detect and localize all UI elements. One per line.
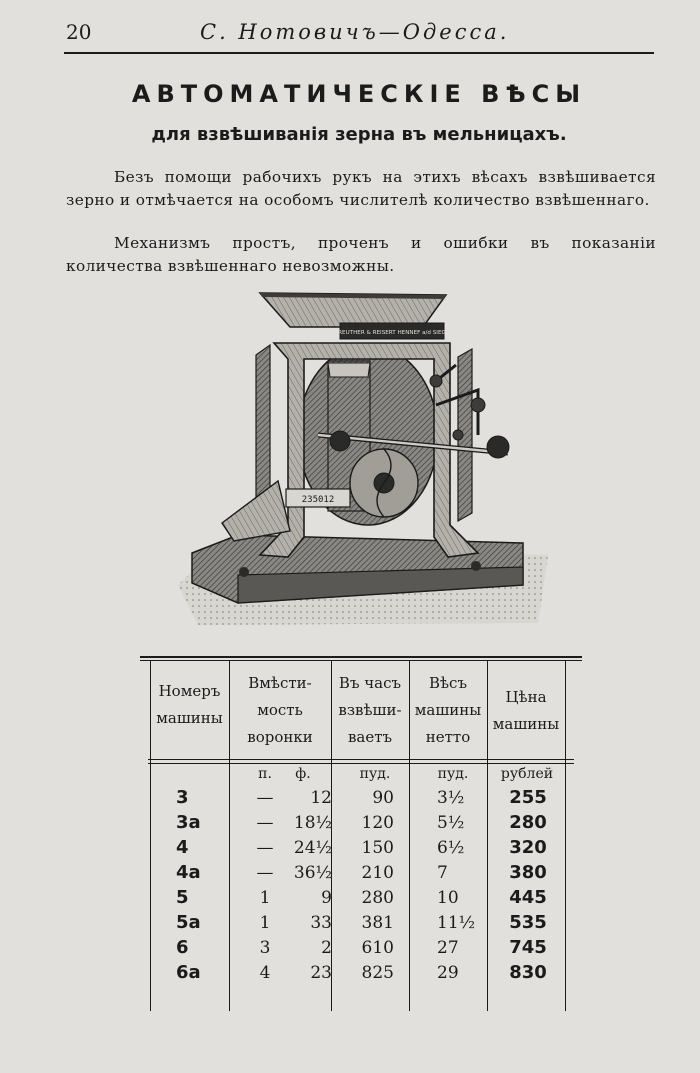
header-capacity-line-2: мость: [257, 701, 303, 719]
automatic-scale-illustration: [178, 285, 548, 630]
paragraph-1-text: Безъ помощи рабочихъ рукъ на этихъ вѣсахъ взвѣшивается зерно и отмѣчается на особомъ числителѣ количество взвѣшеннаго.: [66, 168, 656, 209]
header-price: [487, 684, 565, 738]
header-weight-line-2: машины: [414, 701, 482, 719]
row-price: 380: [509, 862, 547, 883]
row-price: 745: [509, 937, 547, 958]
header-number: [150, 678, 229, 732]
page-title: АВТОМАТИЧЕСКІЕ ВѢСЫ: [131, 80, 587, 108]
row-weight: 11½: [437, 913, 476, 933]
row-price: 255: [509, 787, 547, 808]
row-per-hour: 280: [361, 888, 394, 908]
unit-capacity-pud: п.: [258, 766, 272, 782]
row-per-hour: 825: [361, 963, 394, 983]
counterweight-right: [487, 436, 509, 458]
price-table: [140, 656, 582, 1012]
header-rule: [148, 759, 574, 760]
header-per-hour: [331, 670, 409, 751]
unit-per-hour: пуд.: [359, 766, 391, 782]
header-rule: [64, 52, 654, 54]
row-per-hour: 150: [361, 838, 394, 858]
unit-capacity-funt: ф.: [295, 766, 311, 782]
row-price: 445: [509, 887, 547, 908]
row-number: 5: [176, 887, 189, 908]
row-capacity-pud: 4: [259, 963, 271, 983]
header-weight-line-3: нетто: [425, 728, 471, 746]
bolt-left: [239, 567, 249, 577]
table-row: [140, 786, 582, 810]
row-capacity-funt: 23: [310, 963, 332, 983]
page-subtitle: для взвѣшиванія зерна въ мельницахъ.: [151, 124, 567, 145]
header-capacity-line-1: Вмѣсти-: [248, 674, 312, 692]
row-capacity-funt: 9: [321, 888, 332, 908]
row-price: 320: [509, 837, 547, 858]
row-price: 830: [509, 962, 547, 983]
row-capacity-funt: 24½: [293, 838, 332, 858]
description-paragraph-2: [66, 232, 656, 278]
row-capacity-pud: —: [256, 838, 274, 858]
row-capacity-funt: 2: [321, 938, 332, 958]
row-number: 6: [176, 937, 189, 958]
row-per-hour: 90: [372, 788, 394, 808]
row-capacity-funt: 36½: [293, 863, 332, 883]
unit-weight: пуд.: [437, 766, 469, 782]
row-per-hour: 381: [361, 913, 394, 933]
table-row: [140, 836, 582, 860]
row-number: 4: [176, 837, 189, 858]
row-per-hour: 120: [361, 813, 394, 833]
header-price-line-2: машины: [492, 715, 560, 733]
column-cap: [328, 363, 370, 377]
table-top-rule: [140, 656, 582, 658]
row-weight: 27: [437, 938, 459, 958]
table-row: [140, 936, 582, 960]
row-capacity-pud: —: [256, 863, 274, 883]
running-head: С. Нотовичъ—Одесса.: [200, 20, 510, 44]
row-price: 535: [509, 912, 547, 933]
row-capacity-pud: 3: [259, 938, 271, 958]
row-price: 280: [509, 812, 547, 833]
table-row: [140, 886, 582, 910]
row-capacity-pud: 1: [259, 913, 271, 933]
row-weight: 6½: [437, 838, 465, 858]
row-weight: 7: [437, 863, 448, 883]
counterweight-left: [330, 431, 350, 451]
row-number: 3а: [176, 812, 201, 833]
row-number: 3: [176, 787, 189, 808]
row-per-hour: 210: [361, 863, 394, 883]
pivot-right: [471, 398, 485, 412]
pivot-top: [430, 375, 442, 387]
pivot-middle: [453, 430, 463, 440]
table-row: [140, 811, 582, 835]
description-paragraph-1: [66, 166, 656, 212]
unit-price: рублей: [500, 766, 554, 782]
header-per-hour-line-3: ваетъ: [347, 728, 393, 746]
header-per-hour-line-1: Въ часъ: [338, 674, 402, 692]
header-capacity: [229, 670, 331, 751]
table-row: [140, 911, 582, 935]
header-weight-line-1: Вѣсъ: [428, 674, 467, 692]
row-capacity-funt: 18½: [293, 813, 332, 833]
table-row: [140, 961, 582, 985]
row-number: 5а: [176, 912, 201, 933]
header-number-line-2: машины: [156, 709, 223, 727]
row-weight: 5½: [437, 813, 465, 833]
table-top-rule-thin: [140, 660, 582, 661]
row-capacity-funt: 33: [310, 913, 332, 933]
header-number-line-1: Номеръ: [158, 682, 221, 700]
counter-digits: 235012: [301, 495, 335, 505]
row-capacity-funt: 12: [310, 788, 332, 808]
table-row: [140, 861, 582, 885]
paragraph-2-text: Механизмъ простъ, проченъ и ошибки въ показаніи количества взвѣшеннаго невозможны.: [66, 234, 656, 275]
row-weight: 29: [437, 963, 459, 983]
header-per-hour-line-2: взвѣши-: [338, 701, 402, 719]
row-capacity-pud: 1: [259, 888, 271, 908]
row-weight: 10: [437, 888, 459, 908]
header-rule-thin: [148, 763, 574, 764]
page-number: 20: [66, 20, 92, 44]
bolt-right: [471, 561, 481, 571]
row-per-hour: 610: [361, 938, 394, 958]
header-weight: [409, 670, 487, 751]
header-capacity-line-3: воронки: [247, 728, 313, 746]
row-capacity-pud: —: [256, 788, 274, 808]
maker-plate-text: REUTHER & REISERT HENNEF a/d SIEG: [338, 330, 446, 336]
row-capacity-pud: —: [256, 813, 274, 833]
row-weight: 3½: [437, 788, 465, 808]
header-price-line-1: Цѣна: [505, 688, 547, 706]
row-number: 4а: [176, 862, 201, 883]
row-number: 6а: [176, 962, 201, 983]
